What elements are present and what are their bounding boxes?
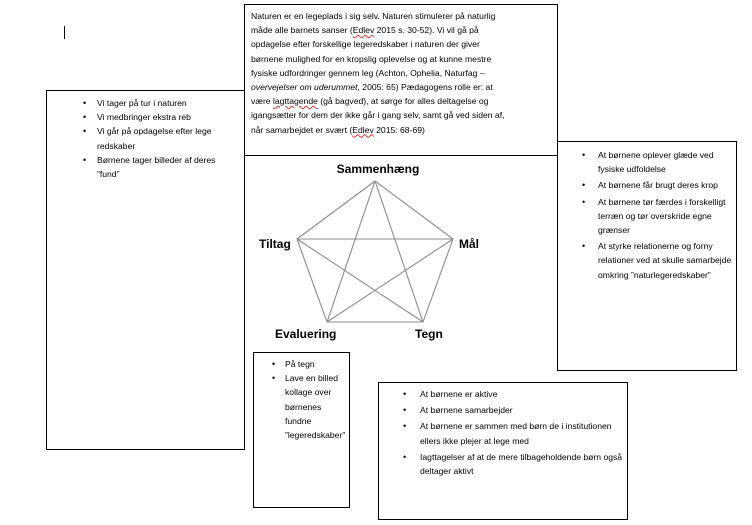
pentagon-edge-left-top	[297, 181, 375, 239]
intro-line: fysiske udfordringer gennem leg (Achton, Ophelia, Naturfag –	[251, 67, 485, 78]
list-item: • At børnene er sammen med børn de i institutionen ellers ikke plejer at lege med	[399, 419, 623, 447]
list-item: • Vi medbringer ekstra reb	[83, 110, 240, 124]
intro-line: (gå bagved), at sørge for alles deltagelse og	[317, 96, 489, 107]
smtte-pentagon-diagram	[245, 156, 505, 352]
list-item: • At børnene oplever glæde ved fysiske udfoldelse	[580, 148, 732, 176]
intro-line: Naturen er en legeplads i sig selv. Naturen stimulerer på naturlig	[251, 11, 496, 21]
list-item: • At børnene får brugt deres krop	[580, 178, 732, 192]
book-title: overvejelser om uderummet	[251, 82, 358, 93]
list-item: • På tegn	[270, 357, 345, 371]
list-item: • Iagttagelser af at de mere tilbageholdende børn også deltager aktivt	[399, 450, 623, 478]
tegn-box	[378, 382, 628, 520]
list-item: • At børnene tør færdes i forskelligt terræn og tør overskride egne grænser	[580, 195, 732, 238]
tegn-list	[399, 387, 623, 478]
pentagon-edge-right-bottom-right	[423, 239, 453, 322]
label-evaluering: Evaluering	[275, 327, 337, 341]
intro-line: når samarbejdet er svært (	[251, 124, 353, 135]
text-cursor	[64, 26, 65, 39]
intro-line: opdagelse efter forskellige legeredskaber i naturen der giver	[251, 39, 480, 50]
maal-list	[580, 148, 732, 282]
pentagon-edge-bottom-left-left	[297, 239, 327, 322]
pentagon-edge-top-right	[375, 181, 453, 239]
intro-line: børnene mulighed for en kropslig oplevelse og at kunne mestre	[251, 53, 492, 64]
list-item: • At børnene samarbejder	[399, 403, 623, 417]
evaluering-list	[270, 357, 345, 442]
maal-box	[557, 141, 737, 371]
label-maal: Mål	[459, 237, 480, 251]
star-line-right-bottom-left	[327, 239, 453, 322]
star-line-top-bottom-right	[375, 181, 423, 322]
intro-line: 2015 s. 30-52). Vi vil gå på	[374, 25, 479, 36]
star-line-bottom-left-top	[327, 181, 375, 322]
evaluering-box	[253, 352, 350, 508]
label-tiltag: Tiltag	[259, 237, 291, 251]
list-item: • Vi går på opdagelse efter lege redskaber	[83, 124, 240, 152]
label-tegn: Tegn	[415, 327, 443, 341]
misspelled-word: lagttagende	[272, 96, 318, 107]
intro-paragraph	[251, 9, 551, 137]
intro-text-box	[244, 4, 558, 156]
list-item: • Børnene tager billeder af deres ”fund”	[83, 153, 240, 181]
pentagon-lines	[297, 181, 453, 322]
intro-line: , 2005: 65) Pædagogens rolle er: at	[357, 82, 493, 93]
intro-line: igangsætter for dem der ikke går i gang selv, samt gå ved siden af,	[251, 110, 505, 121]
list-item: • At styrke relationerne og forny relationer ved at skulle samarbejde omkring ”naturlegeredskaber”	[580, 239, 732, 282]
list-item: • Lave en billed kollage over børnenes fundne ”legeredskaber”	[270, 371, 345, 442]
label-sammenhaeng: Sammenhæng	[336, 162, 420, 176]
intro-line: 2015: 68-69)	[373, 124, 425, 135]
tiltag-box	[46, 90, 245, 450]
reference-edlev: Edlev	[352, 124, 374, 135]
list-item: • Vi tager på tur i naturen	[83, 96, 240, 110]
star-line-bottom-right-left	[297, 239, 423, 322]
tiltag-list	[83, 96, 240, 181]
intro-line: være	[251, 96, 273, 107]
intro-line: måde alle barnets sanser (	[251, 25, 353, 36]
list-item: • At børnene er aktive	[399, 387, 623, 401]
reference-edlev: Edlev	[352, 25, 375, 36]
